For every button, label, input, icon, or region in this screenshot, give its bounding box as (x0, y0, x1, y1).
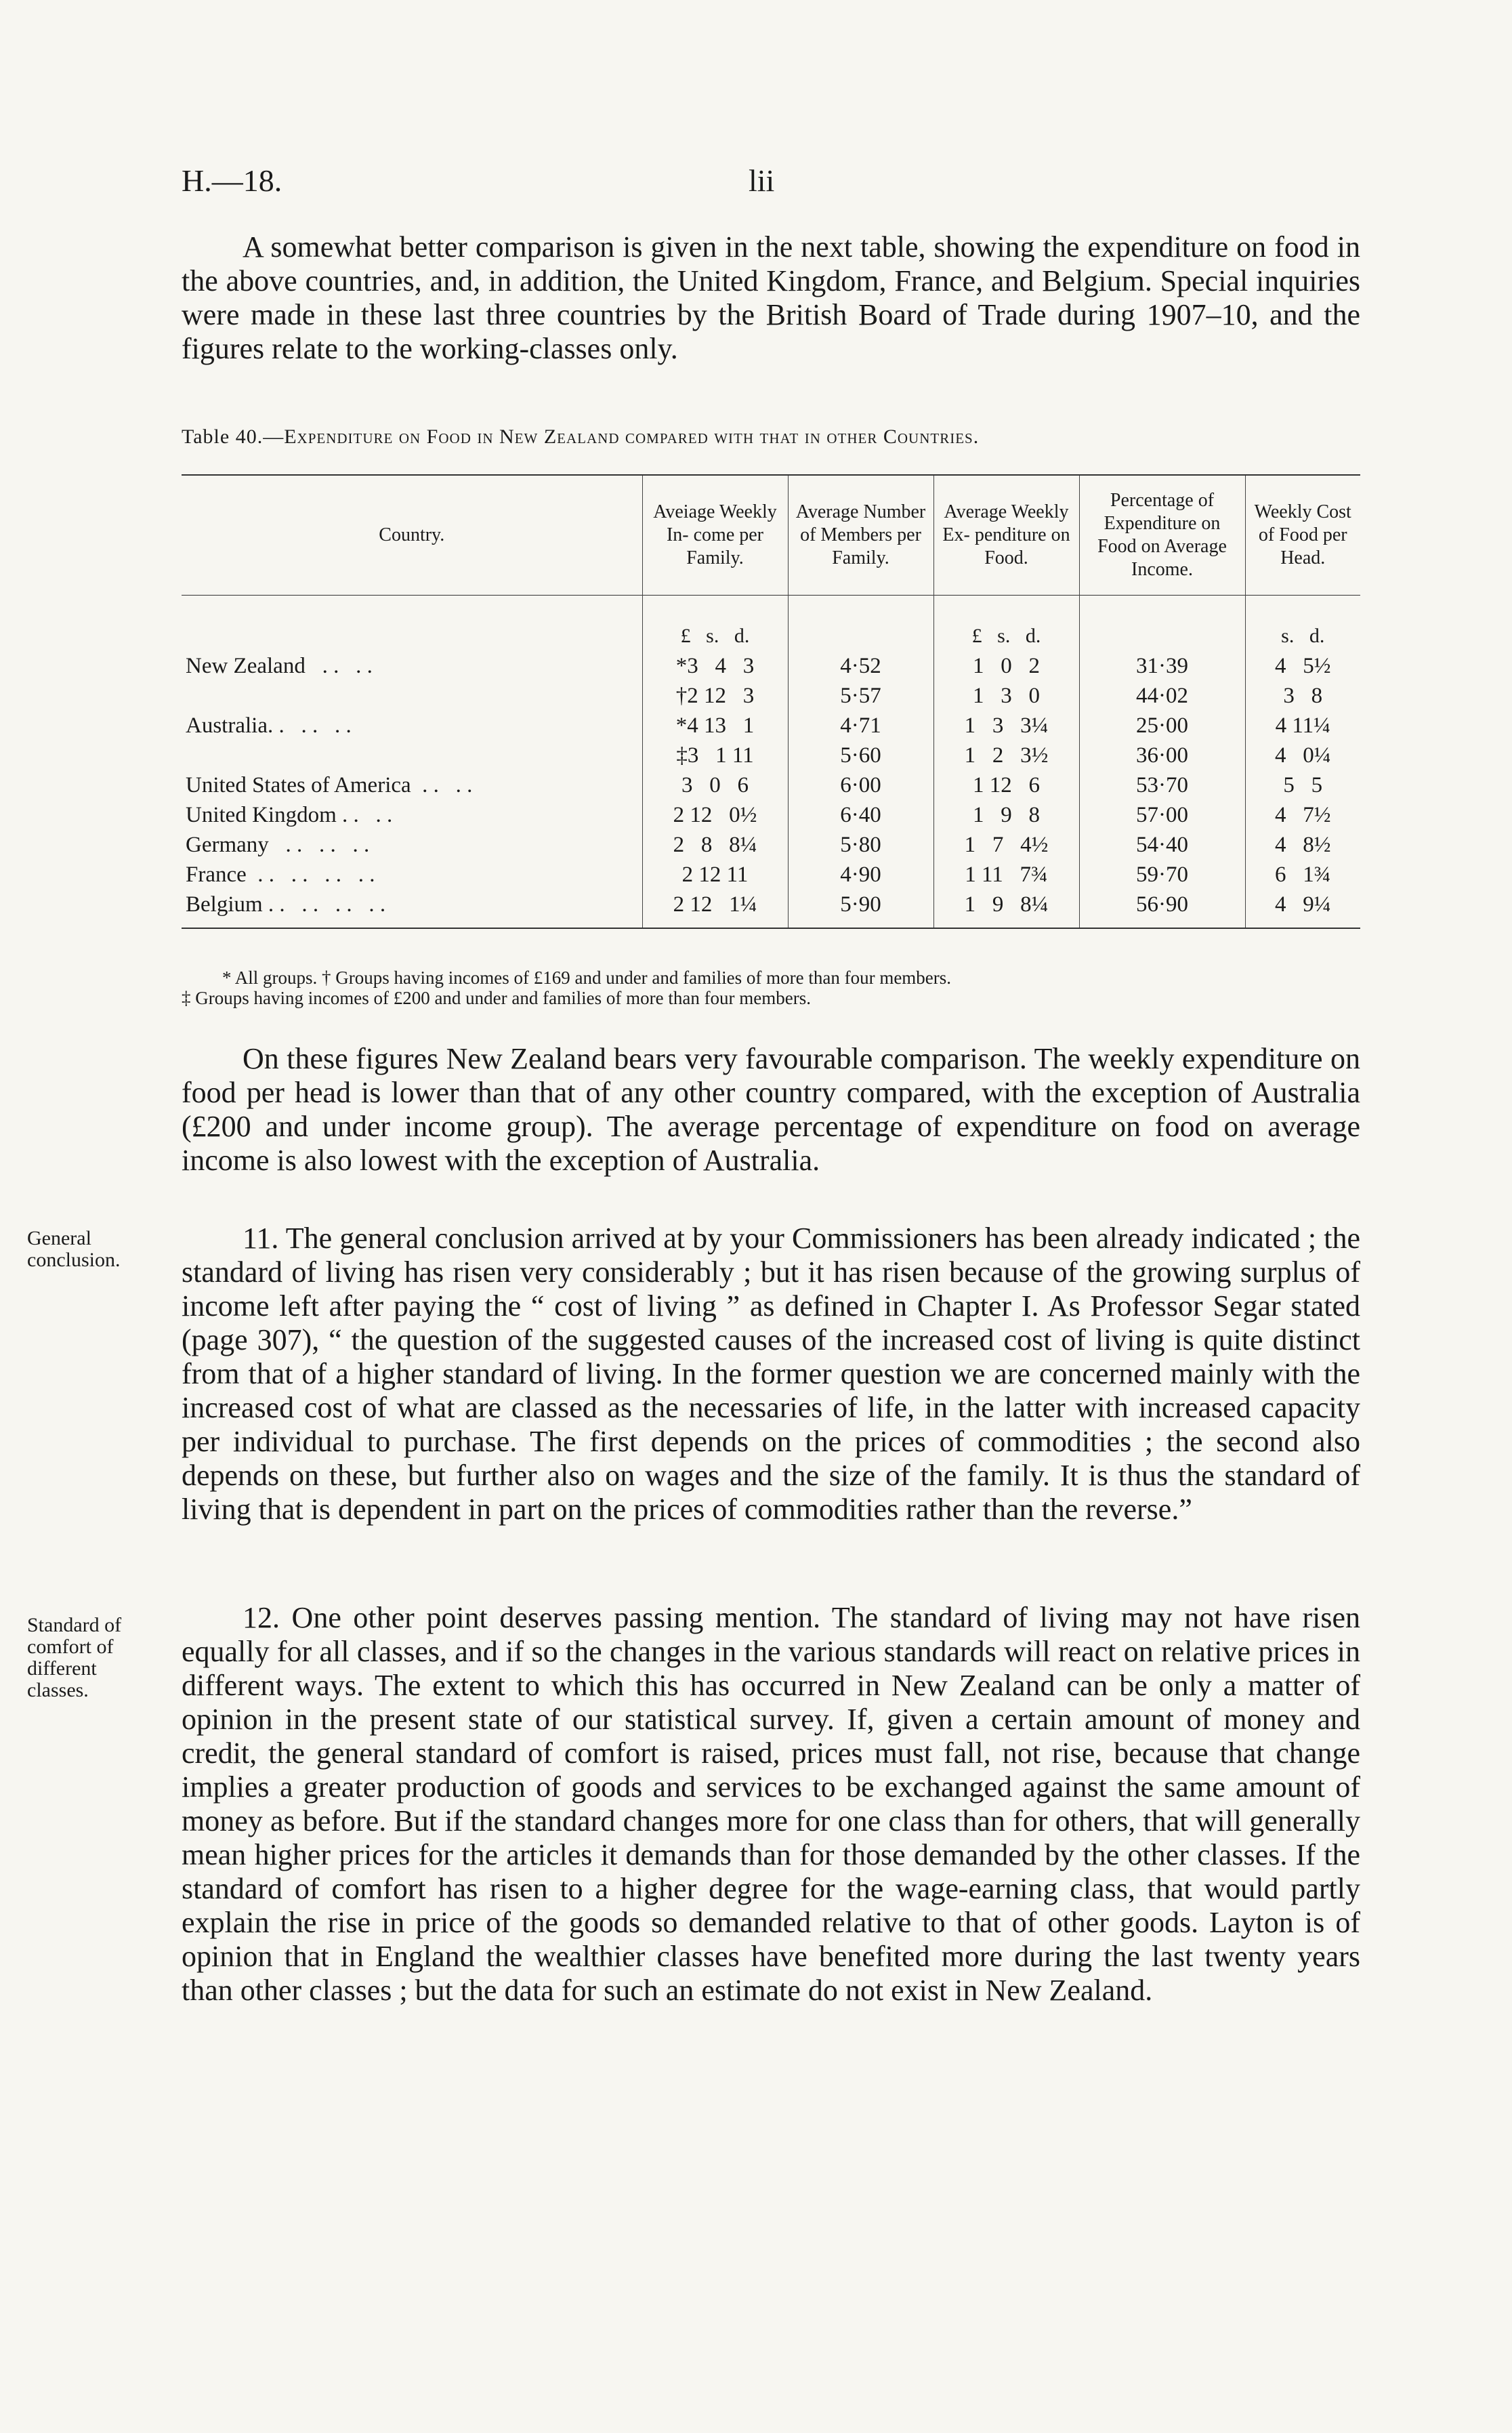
expenditure-cell: 1 2 3½ (933, 741, 1079, 770)
country-cell: New Zealand . . . . (186, 654, 373, 678)
expenditure-cell: 1 12 6 (933, 770, 1079, 800)
country-cell: United Kingdom . . . . (186, 803, 393, 827)
expenditure-cell: 1 11 7¾ (933, 860, 1079, 890)
col-expenditure: Average Weekly Ex- penditure on Food. (933, 475, 1079, 596)
table-row (182, 770, 1360, 800)
table-bottom-rule (182, 928, 1360, 930)
table-row (182, 711, 1360, 741)
expenditure-cell: 1 9 8 (933, 800, 1079, 830)
food-expenditure-table (182, 474, 1360, 930)
table-row (182, 800, 1360, 830)
income-cell: 2 8 8¼ (642, 830, 788, 860)
income-units: £ s. d. (642, 596, 788, 652)
expenditure-cell: 1 0 2 (933, 651, 1079, 681)
paragraph-12-text: 12. One other point deserves passing mention. The standard of living may not have risen equally for all classes, and if so the changes in the various standards will react on relative prices in different ways. The extent to which this has occurred in New Zealand can be only a matter of opinion in the present state of our statistical survey. If, given a certain amount of money and credit, the general standard of comfort is raised, prices must fall, not rise, because that change implies a greater production of goods and services to be exchanged against the same amount of money as before. But if the standard changes more for one class than for others, that will generally mean higher prices for the articles it demands than for those demanded by the other classes. If the standard of comfort has risen to a higher degree for the wage-earning class, that would partly explain the rise in price of the goods so demanded relative to that of other goods. Layton is of opinion that in England the wealthier classes have benefited more during the last twenty years than other classes ; but the data for such an estimate do not exist in New Zealand. (182, 1601, 1360, 2007)
members-cell: 5·80 (788, 830, 933, 860)
members-cell: 6·40 (788, 800, 933, 830)
percentage-cell: 31·39 (1079, 651, 1245, 681)
col-income: Aveiage Weekly In- come per Family. (642, 475, 788, 596)
cost-cell: 4 8½ (1245, 830, 1360, 860)
members-cell: 6·00 (788, 770, 933, 800)
paragraph-12 (182, 1601, 1360, 2008)
members-cell: 5·57 (788, 681, 933, 711)
percentage-cell: 54·40 (1079, 830, 1245, 860)
expenditure-cell: 1 3 3¼ (933, 711, 1079, 741)
cost-cell: 4 5½ (1245, 651, 1360, 681)
units-row (182, 596, 1360, 652)
percentage-cell: 25·00 (1079, 711, 1245, 741)
expenditure-units: £ s. d. (933, 596, 1079, 652)
income-cell: 3 0 6 (642, 770, 788, 800)
intro-paragraph (182, 230, 1360, 366)
table-caption-title: Expenditure on Food in New Zealand compared with that in other Countries. (284, 425, 980, 448)
table-header-row (182, 475, 1360, 596)
table-footnotes (182, 968, 1360, 1008)
members-cell: 5·60 (788, 741, 933, 770)
members-cell: 5·90 (788, 890, 933, 928)
income-cell: 2 12 1¼ (642, 890, 788, 928)
cost-cell: 4 11¼ (1245, 711, 1360, 741)
members-cell: 4·52 (788, 651, 933, 681)
country-cell: Germany . . . . . . (186, 833, 370, 857)
col-members: Average Number of Members per Family. (788, 475, 933, 596)
cost-cell: 4 0¼ (1245, 741, 1360, 770)
table-caption (182, 425, 1360, 449)
cost-cell: 3 8 (1245, 681, 1360, 711)
country-cell: United States of America . . . . (186, 773, 473, 797)
page-number: lii (749, 163, 775, 198)
cost-units: s. d. (1245, 596, 1360, 652)
table-row (182, 830, 1360, 860)
margin-note-general-conclusion: General conclusion. (27, 1227, 121, 1271)
income-cell: *3 4 3 (642, 651, 788, 681)
table-row (182, 860, 1360, 890)
percentage-cell: 36·00 (1079, 741, 1245, 770)
footnote-2: ‡ Groups having incomes of £200 and under and families of more than four members. (182, 988, 812, 1008)
col-country: Country. (379, 524, 445, 545)
intro-text: A somewhat better comparison is given in the next table, showing the expenditure on food in the above countries, and, in addition, the United Kingdom, France, and Belgium. Special inquiries were made in these last three countries by the British Board of Trade during 1907–10, and the figures relate to the working-classes only. (182, 230, 1360, 365)
paragraph-11 (182, 1222, 1360, 1526)
table-row (182, 651, 1360, 681)
income-cell: *4 13 1 (642, 711, 788, 741)
members-cell: 4·90 (788, 860, 933, 890)
table-row (182, 890, 1360, 928)
margin-note-standard-of-comfort: Standard of comfort of different classes. (27, 1614, 122, 1701)
percentage-cell: 53·70 (1079, 770, 1245, 800)
income-cell: 2 12 0½ (642, 800, 788, 830)
country-cell: Australia. . . . . . (186, 713, 352, 738)
comparison-paragraph (182, 1042, 1360, 1178)
col-cost: Weekly Cost of Food per Head. (1245, 475, 1360, 596)
table-row (182, 681, 1360, 711)
paragraph-11-text: 11. The general conclusion arrived at by your Commissioners has been already indicated ; the standard of living has risen very considerably ; but it has risen because of the growing surplus of income left after paying the “ cost of living ” as defined in Chapter I. As Professor Segar stated (page 307), “ the question of the suggested causes of the increased cost of living is quite distinct from that of a higher standard of living. In the former question we are concerned mainly with the increased cost of what are classed as the necessaries of life, in the latter with increased capacity per individual to purchase. The first depends on the prices of commodities ; the second also depends on these, but further also on wages and the size of the family. It is thus the standard of living that is dependent in part on the prices of commodities rather than the reverse.” (182, 1222, 1360, 1526)
cost-cell: 4 9¼ (1245, 890, 1360, 928)
expenditure-cell: 1 7 4½ (933, 830, 1079, 860)
income-cell: †2 12 3 (642, 681, 788, 711)
country-cell (182, 681, 642, 711)
comparison-text: On these figures New Zealand bears very favourable comparison. The weekly expenditure on food per head is lower than that of any other country compared, with the exception of Australia (£200 and under income group). The average percentage of expenditure on food on average income is also lowest with the exception of Australia. (182, 1042, 1360, 1177)
expenditure-cell: 1 3 0 (933, 681, 1079, 711)
table-row (182, 741, 1360, 770)
cost-cell: 6 1¾ (1245, 860, 1360, 890)
expenditure-cell: 1 9 8¼ (933, 890, 1079, 928)
percentage-cell: 57·00 (1079, 800, 1245, 830)
country-cell: Belgium . . . . . . . . (186, 892, 386, 917)
cost-cell: 4 7½ (1245, 800, 1360, 830)
footnote-1: * All groups. † Groups having incomes of £169 and under and families of more than four members. (222, 968, 952, 988)
income-cell: 2 12 11 (642, 860, 788, 890)
members-cell: 4·71 (788, 711, 933, 741)
col-percentage: Percentage of Expenditure on Food on Average Income. (1079, 475, 1245, 596)
country-cell: France . . . . . . . . (186, 862, 375, 887)
percentage-cell: 56·90 (1079, 890, 1245, 928)
cost-cell: 5 5 (1245, 770, 1360, 800)
percentage-cell: 59·70 (1079, 860, 1245, 890)
report-code: H.—18. (182, 163, 282, 198)
income-cell: ‡3 1 11 (642, 741, 788, 770)
table-caption-prefix: Table 40.— (182, 425, 285, 448)
country-cell (182, 741, 642, 770)
percentage-cell: 44·02 (1079, 681, 1245, 711)
